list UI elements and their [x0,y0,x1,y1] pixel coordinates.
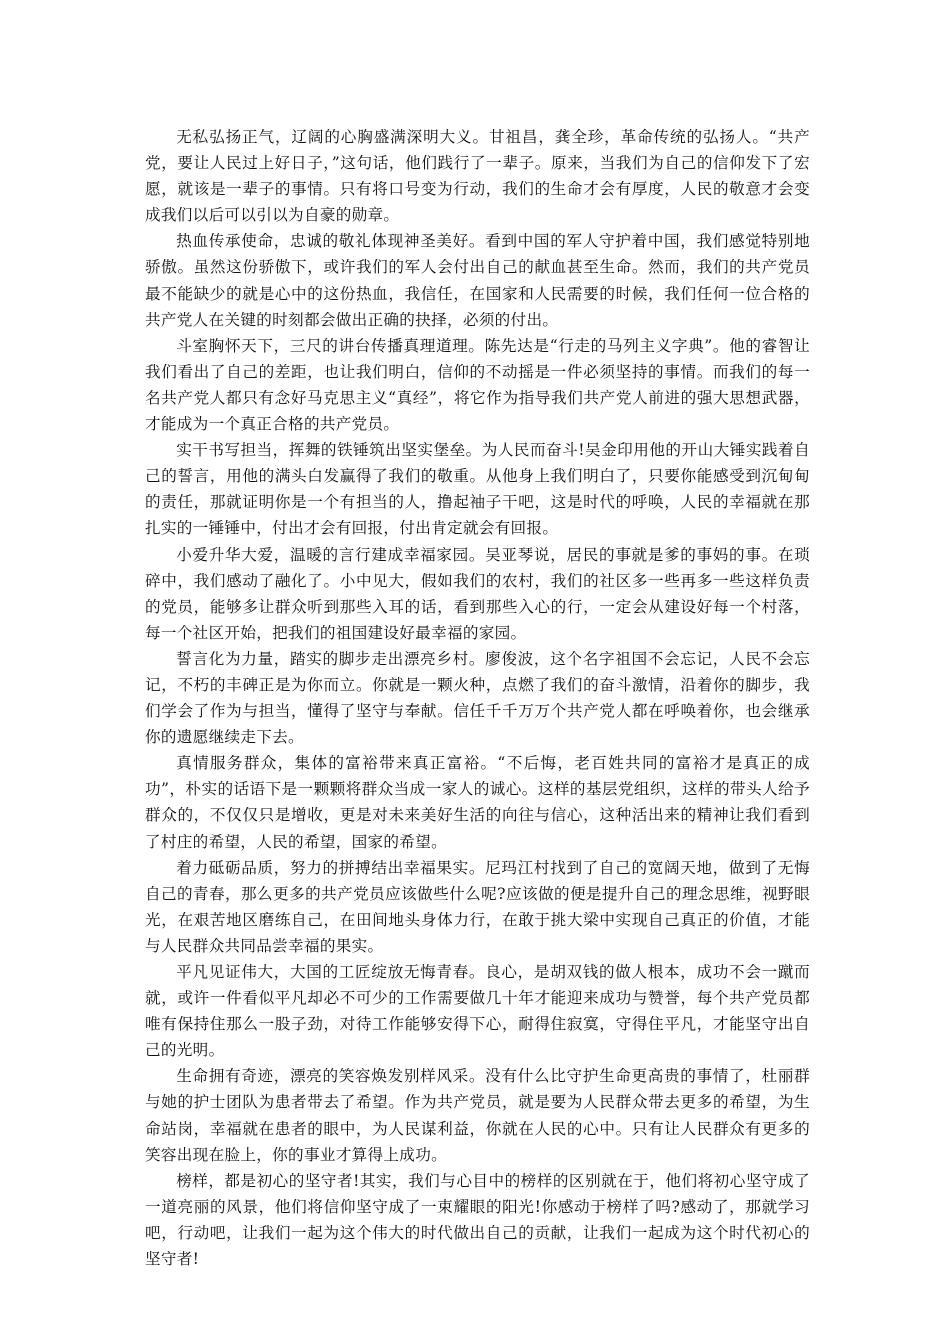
paragraph-1: 无私弘扬正气，辽阔的心胸盛满深明大义。甘祖昌，龚全珍，革命传统的弘扬人。“共产党，要让人民过上好日子，”这句话，他们践行了一辈子。原来，当我们为自己的信仰发下了宏愿，就该是一辈子的事情。只有将口号变为行动，我们的生命才会有厚度，人民的敬意才会变成我们以后可以引以为自豪的勋章。 [145,128,810,225]
paragraph-2: 热血传承使命，忠诚的敬礼体现神圣美好。看到中国的军人守护着中国，我们感觉特别地骄傲。虽然这份骄傲下，或许我们的军人会付出自己的献血甚至生命。然而，我们的共产党员最不能缺少的就是心中的这份热血，我信任，在国家和人民需要的时候，我们任何一位合格的共产党人在关键的时刻都会做出正确的抉择，必须的付出。 [145,232,810,329]
paragraph-8: 着力砥砺品质，努力的拼搏结出幸福果实。尼玛江村找到了自己的宽阔天地，做到了无悔自己的青春，那么更多的共产党员应该做些什么呢?应该做的便是提升自己的理念思维，视野眼光，在艰苦地区磨练自己，在田间地头身体力行，在敢于挑大梁中实现自己真正的价值，才能与人民群众共同品尝幸福的果实。 [145,858,810,955]
paragraph-7: 真情服务群众，集体的富裕带来真正富裕。“不后悔，老百姓共同的富裕才是真正的成功”，朴实的话语下是一颗颗将群众当成一家人的诚心。这样的基层党组织，这样的带头人给予群众的，不仅仅只是增收，更是对未来美好生活的向往与信心，这种活出来的精神让我们看到了村庄的希望，人民的希望，国家的希望。 [145,754,810,851]
paragraph-10: 生命拥有奇迹，漂亮的笑容焕发别样风采。没有什么比守护生命更高贵的事情了，杜丽群与她的护士团队为患者带去了希望。作为共产党员，就是要为人民群众带去更多的希望，为生命站岗，幸福就在患者的眼中，为人民谋利益，你就在人民的心中。只有让人民群众有更多的笑容出现在脸上，你的事业才算得上成功。 [145,1067,810,1164]
paragraph-5: 小爱升华大爱，温暖的言行建成幸福家园。吴亚琴说，居民的事就是爹的事妈的事。在琐碎中，我们感动了融化了。小中见大，假如我们的农村，我们的社区多一些再多一些这样负责的党员，能够多让群众听到那些入耳的话，看到那些入心的行，一定会从建设好每一个村落，每一个社区开始，把我们的祖国建设好最幸福的家园。 [145,545,810,642]
paragraph-3: 斗室胸怀天下，三尺的讲台传播真理道理。陈先达是“行走的马列主义字典”。他的睿智让我们看出了自己的差距，也让我们明白，信仰的不动摇是一件必须坚持的事情。而我们的每一名共产党人都只有念好马克思主义“真经”，将它作为指导我们共产党人前进的强大思想武器，才能成为一个真正合格的共产党员。 [145,336,810,434]
paragraph-11: 榜样，都是初心的坚守者!其实，我们与心目中的榜样的区别就在于，他们将初心坚守成了一道亮丽的风景，他们将信仰坚守成了一束耀眼的阳光!你感动于榜样了吗?感动了，那就学习吧，行动吧，让我们一起为这个伟大的时代做出自己的贡献，让我们一起成为这个时代初心的坚守者! [145,1171,810,1269]
paragraph-4: 实干书写担当，挥舞的铁锤筑出坚实堡垒。为人民而奋斗!吴金印用他的开山大锤实践着自己的誓言，用他的满头白发赢得了我们的敬重。从他身上我们明白了，只要你能感受到沉甸甸的责任，那就证明你是一个有担当的人，撸起袖子干吧，这是时代的呼唤，人民的幸福就在那扎实的一锤锤中，付出才会有回报，付出肯定就会有回报。 [145,441,810,538]
paragraph-9: 平凡见证伟大，大国的工匠绽放无悔青春。良心，是胡双钱的做人根本，成功不会一蹴而就，或许一件看似平凡却必不可少的工作需要做几十年才能迎来成功与赞誉，每个共产党员都唯有保持住那么一股子劲，对待工作能够安得下心，耐得住寂寞，守得住平凡，才能坚守出自己的光明。 [145,963,810,1060]
paragraph-6: 誓言化为力量，踏实的脚步走出漂亮乡村。廖俊波，这个名字祖国不会忘记，人民不会忘记，不朽的丰碑正是为你而立。你就是一颗火种，点燃了我们的奋斗激情，沿着你的脚步，我们学会了作为与担当，懂得了坚守与奉献。信任千千万万个共产党人都在呼唤着你，也会继承你的遗愿继续走下去。 [145,649,810,747]
document-body [145,124,810,1272]
